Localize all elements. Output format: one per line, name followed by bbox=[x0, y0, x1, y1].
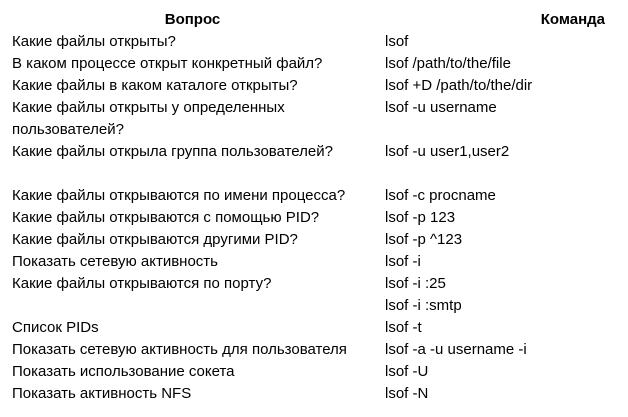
command-line: lsof -i :smtp bbox=[385, 297, 462, 314]
question-line: Показать активность NFS bbox=[12, 385, 192, 402]
command-cell bbox=[385, 251, 628, 273]
lsof-table-body bbox=[0, 31, 628, 405]
question-line: Какие файлы открыла группа пользователей? bbox=[12, 143, 333, 160]
table-row bbox=[0, 53, 628, 75]
table-row bbox=[0, 383, 628, 405]
command-cell bbox=[385, 53, 628, 75]
question-cell bbox=[0, 97, 385, 141]
table-row bbox=[0, 97, 628, 141]
question-line: Какие файлы открываются с помощью PID? bbox=[12, 209, 320, 226]
command-cell bbox=[385, 185, 628, 207]
command-cell bbox=[385, 75, 628, 97]
table-row bbox=[0, 317, 628, 339]
question-line: Какие файлы открываются другими PID? bbox=[12, 231, 298, 248]
command-cell bbox=[385, 229, 628, 251]
table-row bbox=[0, 207, 628, 229]
command-line: lsof +D /path/to/the/dir bbox=[385, 77, 533, 94]
question-line: пользователей? bbox=[12, 121, 124, 138]
question-cell bbox=[0, 251, 385, 273]
command-cell bbox=[385, 31, 628, 53]
table-row bbox=[0, 273, 628, 317]
command-line: lsof -p ^123 bbox=[385, 231, 463, 248]
command-cell bbox=[385, 207, 628, 229]
table-header-row bbox=[0, 9, 628, 31]
question-cell bbox=[0, 75, 385, 97]
question-line: Показать сетевую активность bbox=[12, 253, 218, 270]
command-line: lsof -i :25 bbox=[385, 275, 446, 292]
table-row bbox=[0, 361, 628, 383]
question-line: Какие файлы открыты у определенных bbox=[12, 99, 285, 116]
question-line: Какие файлы в каком каталоге открыты? bbox=[12, 77, 298, 94]
question-cell bbox=[0, 273, 385, 295]
question-cell bbox=[0, 207, 385, 229]
table-row bbox=[0, 31, 628, 53]
table-row bbox=[0, 251, 628, 273]
command-line: lsof -U bbox=[385, 363, 429, 380]
command-line: lsof -i bbox=[385, 253, 421, 270]
command-column-header: Команда bbox=[540, 11, 605, 28]
command-cell bbox=[385, 339, 628, 361]
command-line: lsof -c procname bbox=[385, 187, 496, 204]
question-line: Показать использование сокета bbox=[12, 363, 235, 380]
command-cell bbox=[385, 383, 628, 405]
question-cell bbox=[0, 53, 385, 75]
question-cell bbox=[0, 383, 385, 405]
command-line: lsof /path/to/the/file bbox=[385, 55, 511, 72]
command-line: lsof -p 123 bbox=[385, 209, 456, 226]
question-cell bbox=[0, 229, 385, 251]
question-column-header: Вопрос bbox=[164, 11, 221, 28]
table-row bbox=[0, 141, 628, 163]
command-cell bbox=[385, 273, 628, 317]
question-cell bbox=[0, 339, 385, 361]
question-line: Список PIDs bbox=[12, 319, 99, 336]
question-cell bbox=[0, 361, 385, 383]
question-line: Какие файлы открыты? bbox=[12, 33, 176, 50]
command-cell bbox=[385, 361, 628, 383]
question-cell bbox=[0, 317, 385, 339]
question-cell bbox=[0, 31, 385, 53]
question-cell bbox=[0, 185, 385, 207]
command-cell bbox=[385, 317, 628, 339]
command-line: lsof -a -u username -i bbox=[385, 341, 527, 358]
spacer-row bbox=[0, 163, 628, 185]
table-row bbox=[0, 229, 628, 251]
question-line: Какие файлы открываются по порту? bbox=[12, 275, 272, 292]
question-line: В каком процессе открыт конкретный файл? bbox=[12, 55, 323, 72]
command-cell bbox=[385, 141, 628, 163]
command-cell bbox=[385, 97, 628, 119]
command-line: lsof -t bbox=[385, 319, 422, 336]
command-line: lsof -N bbox=[385, 385, 429, 402]
question-cell bbox=[0, 141, 385, 163]
table-row bbox=[0, 185, 628, 207]
command-line: lsof -u username bbox=[385, 99, 497, 116]
table-row bbox=[0, 339, 628, 361]
question-line: Показать сетевую активность для пользователя bbox=[12, 341, 347, 358]
question-line: Какие файлы открываются по имени процесса? bbox=[12, 187, 346, 204]
command-line: lsof bbox=[385, 33, 409, 50]
table-row bbox=[0, 75, 628, 97]
command-line: lsof -u user1,user2 bbox=[385, 143, 510, 160]
